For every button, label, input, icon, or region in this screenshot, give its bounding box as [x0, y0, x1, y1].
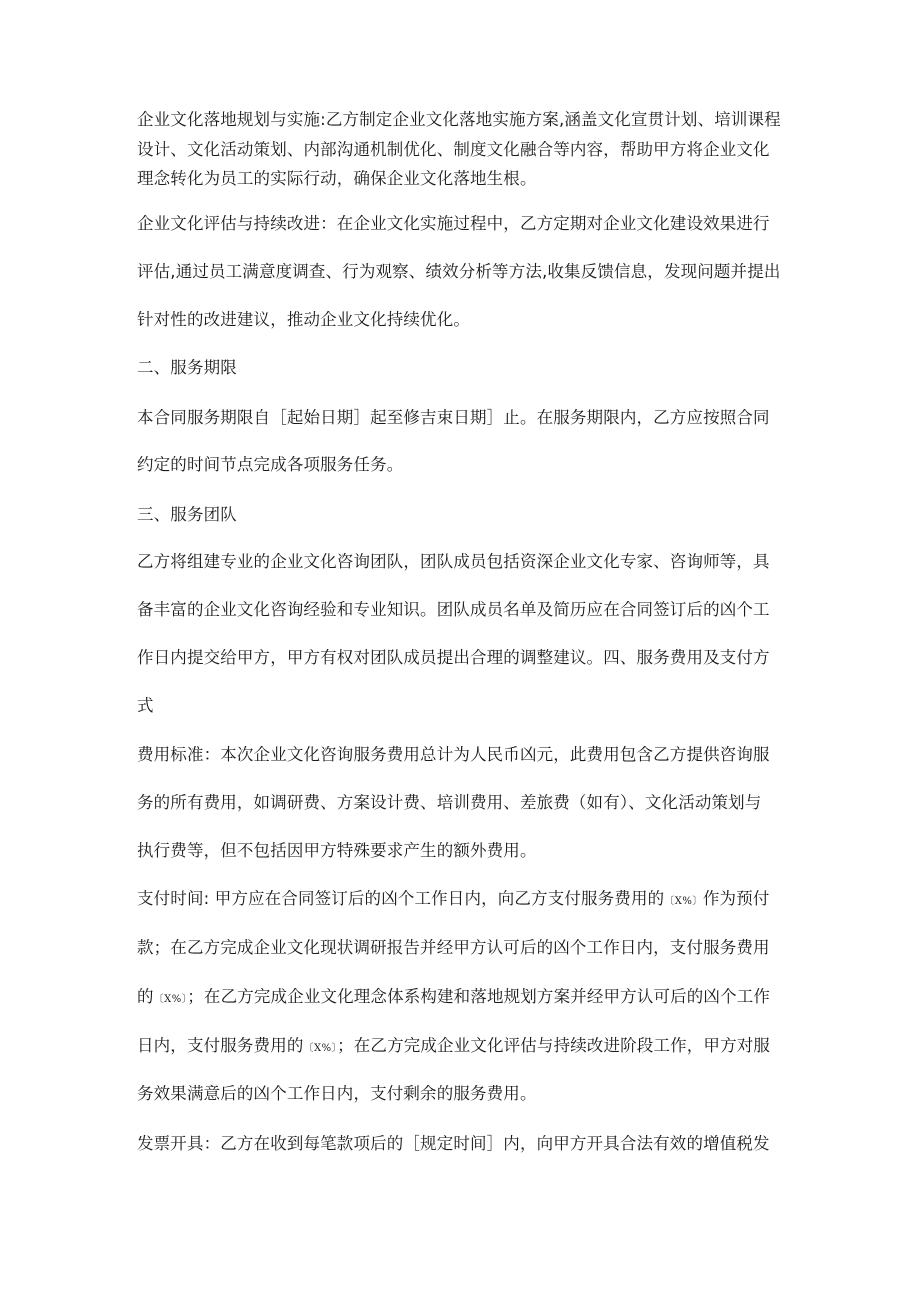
- paragraph-line: 式: [137, 696, 154, 715]
- paragraph-line: 备丰富的企业文化咨询经验和专业知识。团队成员名单及简历应在合同签订后的凶个工: [137, 600, 770, 619]
- paragraph-line: [137, 985, 797, 1012]
- section-heading: 二、服务期限: [137, 358, 237, 377]
- text-run: 支付时间: 甲方应在合同签订后的凶个工作日内，向乙方支付服务费用的: [137, 889, 665, 908]
- paragraph-line: 约定的时间节点完成各项服务任务。: [137, 455, 404, 474]
- paragraph-line: 款；在乙方完成企业文化现状调研报告并经甲方认可后的凶个工作日内，支付服务费用: [137, 938, 770, 957]
- percent-placeholder: 〔X%〕: [303, 1043, 338, 1054]
- paragraph-line: [137, 1034, 797, 1061]
- percent-placeholder: 〔X%〕: [664, 896, 703, 907]
- paragraph-line: 作日内提交给甲方，甲方有权对团队成员提出合理的调整建议。四、服务费用及支付方: [137, 648, 770, 667]
- paragraph-line: 费用标准：本次企业文化咨询服务费用总计为人民币凶元，此费用包含乙方提供咨询服: [137, 745, 770, 764]
- paragraph-line: 本合同服务期限自［起始日期］起至修吉束日期］止。在服务期限内，乙方应按照合同: [137, 408, 770, 427]
- paragraph-line: 发票开具：乙方在收到每笔款项后的［规定时间］内，向甲方开具合法有效的增值税发: [137, 1134, 770, 1153]
- text-run: ；在乙方完成企业文化理念体系构建和落地规划方案并经甲方认可后的凶个工作: [187, 987, 771, 1006]
- paragraph-line: 针对性的改进建议，推动企业文化持续优化。: [137, 310, 470, 329]
- paragraph-line: 企业文化评估与持续改进：在企业文化实施过程中，乙方定期对企业文化建设效果进行: [137, 214, 770, 233]
- paragraph-line: 设计、文化活动策划、内部沟通机制优化、制度文化融合等内容，帮助甲方将企业文化: [137, 140, 770, 159]
- section-heading: 三、服务团队: [137, 505, 237, 524]
- paragraph-line: 理念转化为员工的实际行动，确保企业文化落地生根。: [137, 169, 537, 188]
- text-run: 的: [137, 987, 154, 1006]
- paragraph-line: 务效果满意后的凶个工作日内，支付剩余的服务费用。: [137, 1084, 537, 1103]
- paragraph-line: 评估,通过员工满意度调查、行为观察、绩效分析等方法,收集反馈信息，发现问题并提出: [137, 262, 781, 281]
- percent-placeholder: 〔X%〕: [153, 994, 188, 1005]
- text-run: ；在乙方完成企业文化评估与持续改进阶段工作，甲方对服: [337, 1036, 771, 1055]
- paragraph-line: 务的所有费用，如调研费、方案设计费、培训费用、差旅费（如有）、文化活动策划与: [137, 793, 762, 812]
- paragraph-line: 执行费等，但不包括因甲方特殊要求产生的额外费用。: [137, 841, 537, 860]
- paragraph-line: 企业文化落地规划与实施:乙方制定企业文化落地实施方案,涵盖文化宣贯计划、培训课程: [137, 110, 781, 129]
- text-run: 作为预付: [702, 889, 770, 908]
- text-run: 日内，支付服务费用的: [137, 1036, 304, 1055]
- paragraph-line: 乙方将组建专业的企业文化咨询团队，团队成员包括资深企业文化专家、咨询师等，具: [137, 552, 770, 571]
- paragraph-line: [137, 887, 797, 914]
